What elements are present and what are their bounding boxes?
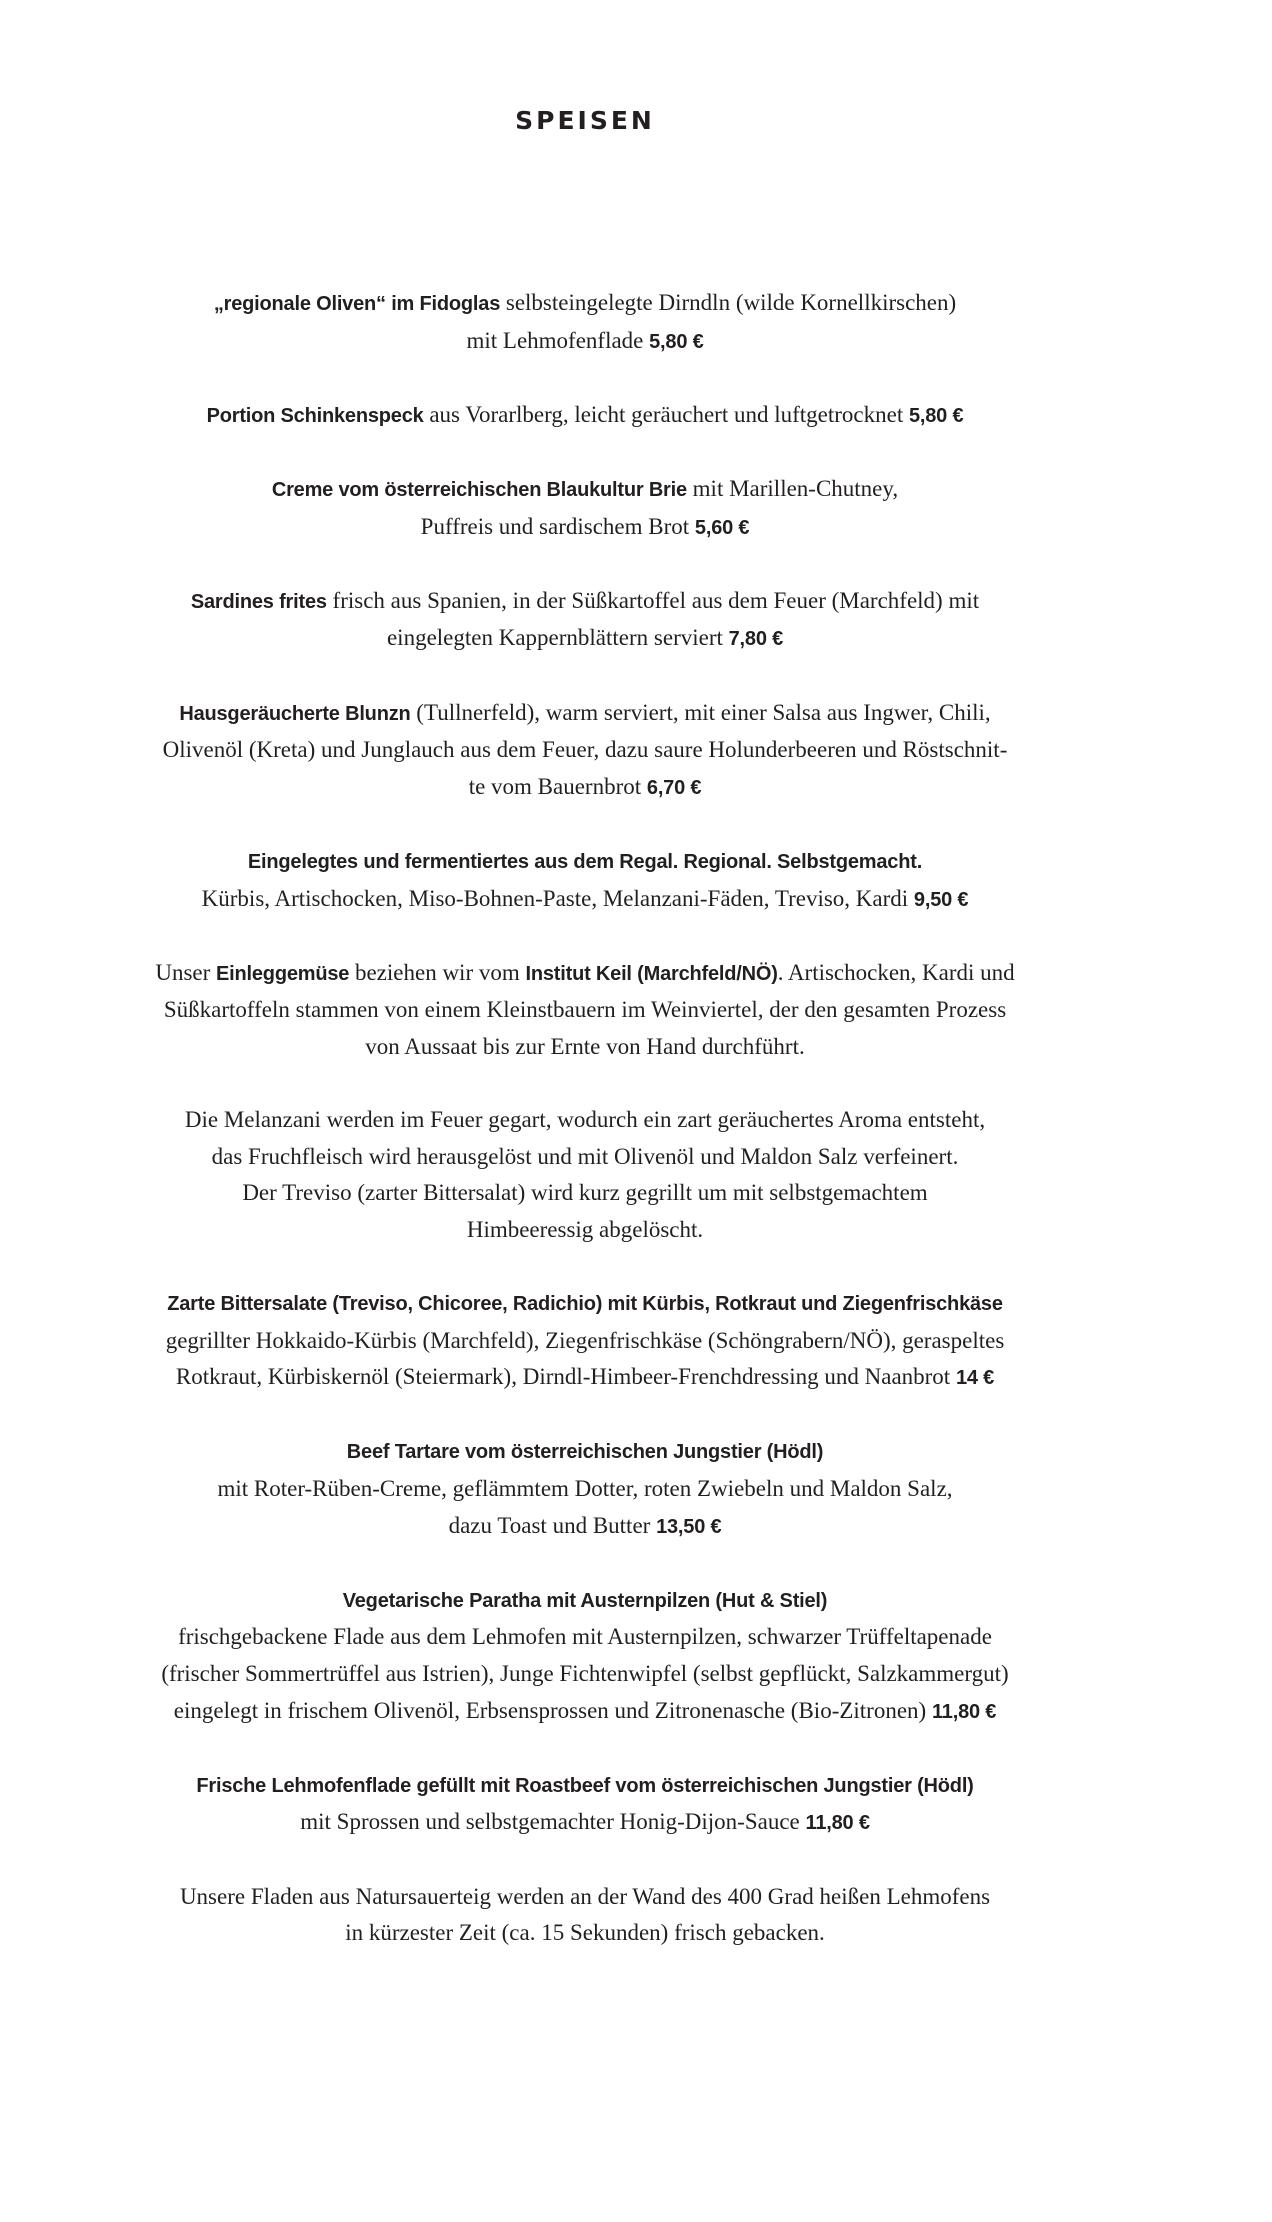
description-text: frisch aus Spanien, in der Süßkartoffel aus dem Feuer (Marchfeld) mit — [326, 587, 980, 613]
menu-item — [40, 583, 1130, 658]
menu-line — [40, 769, 1130, 807]
description-text: (Tullnerfeld), warm serviert, mit einer Salsa aus Ingwer, Chili, — [410, 699, 991, 725]
menu-line — [40, 397, 1130, 435]
menu-item — [40, 397, 1130, 435]
menu-line — [40, 1323, 1130, 1360]
dish-name: „regionale Oliven“ im Fidoglas — [213, 293, 501, 315]
menu-item — [40, 1582, 1130, 1730]
price: 5,60 € — [694, 516, 750, 539]
menu-line — [40, 471, 1130, 509]
menu-line — [40, 1619, 1130, 1656]
menu-line — [40, 1656, 1130, 1693]
description-text: Puffreis und sardischem Brot — [420, 513, 695, 539]
menu-item — [40, 1102, 1130, 1248]
menu-line — [40, 955, 1130, 993]
description-text: in kürzester Zeit (ca. 15 Sekunden) frisch gebacken. — [345, 1920, 825, 1946]
price: 14 € — [955, 1367, 995, 1390]
price: 7,80 € — [728, 628, 784, 651]
description-text: mit Marillen-Chutney, — [686, 475, 899, 501]
menu-item — [40, 1285, 1130, 1397]
menu-line — [40, 1175, 1130, 1212]
menu-line — [40, 1508, 1130, 1546]
price: 9,50 € — [913, 888, 969, 911]
menu-line — [40, 1433, 1130, 1471]
menu-items — [40, 285, 1130, 1988]
menu-line — [40, 881, 1130, 919]
menu-line — [40, 732, 1130, 769]
menu-line — [40, 1582, 1130, 1620]
description-text: Unsere Fladen aus Natursauerteig werden an der Wand des 400 Grad heißen Lehmofens — [179, 1883, 991, 1909]
description-text: von Aussaat bis zur Ernte von Hand durchführt. — [365, 1033, 805, 1059]
dish-name: Frische Lehmofenflade gefüllt mit Roastbeef vom österreichischen Jungstier (Hödl) — [196, 1774, 974, 1797]
menu-item — [40, 285, 1130, 360]
description-text: frischgebackene Flade aus dem Lehmofen mit Austernpilzen, schwarzer Trüffeltapenade — [178, 1624, 992, 1650]
dish-name: Creme vom österreichischen Blaukultur Brie — [271, 478, 687, 501]
description-text: Süßkartoffeln stammen von einem Kleinstbauern im Weinviertel, der den gesamten Prozess — [163, 997, 1007, 1023]
menu-line — [40, 1102, 1130, 1139]
menu-line — [40, 1879, 1130, 1916]
menu-line — [40, 323, 1130, 361]
description-text: beziehen wir vom — [349, 959, 526, 985]
price: 5,80 € — [908, 404, 964, 427]
menu-line — [40, 1029, 1130, 1066]
menu-line — [40, 1212, 1130, 1249]
description-text: mit Lehmofenflade — [466, 327, 650, 353]
dish-name: Institut Keil (Marchfeld/NÖ) — [525, 962, 778, 985]
description-text: mit Sprossen und selbstgemachter Honig-Dijon-Sauce — [300, 1809, 806, 1835]
description-text: Olivenöl (Kreta) und Junglauch aus dem Feuer, dazu saure Holunderbeeren und Röstschnit- — [162, 737, 1008, 763]
menu-line — [40, 583, 1130, 621]
description-text: Rotkraut, Kürbiskernöl (Steiermark), Dirndl-Himbeer-Frenchdressing und Naanbrot — [175, 1364, 956, 1390]
menu-line — [40, 1285, 1130, 1323]
menu-item — [40, 955, 1130, 1066]
dish-name: Hausgeräucherte Blunzn — [179, 702, 411, 725]
menu-line — [40, 509, 1130, 547]
menu-line — [40, 1139, 1130, 1176]
price: 11,80 € — [805, 1812, 870, 1835]
description-text: eingelegten Kappernblättern serviert — [386, 625, 729, 651]
description-text: Der Treviso (zarter Bittersalat) wird kurz gegrillt um mit selbstgemachtem — [242, 1180, 928, 1206]
description-text: selbsteingelegte Dirndln (wilde Kornellkirschen) — [500, 290, 957, 315]
price: 13,50 € — [656, 1515, 722, 1538]
menu-item — [40, 695, 1130, 807]
menu-item — [40, 1767, 1130, 1842]
page-title: SPEISEN — [515, 106, 655, 135]
menu-item — [40, 1433, 1130, 1545]
description-text: te vom Bauernbrot — [468, 773, 647, 799]
dish-name: Eingelegtes und fermentiertes aus dem Regal. Regional. Selbstgemacht. — [247, 850, 923, 873]
menu-line — [40, 695, 1130, 733]
menu-line — [40, 285, 1130, 323]
menu-line — [40, 620, 1130, 658]
menu-item — [40, 471, 1130, 546]
price: 6,70 € — [646, 776, 702, 799]
price: 11,80 € — [931, 1700, 997, 1723]
description-text: dazu Toast und Butter — [448, 1512, 657, 1538]
menu-item — [40, 1879, 1130, 1952]
dish-name: Beef Tartare vom österreichischen Jungstier (Hödl) — [346, 1441, 824, 1464]
menu-item — [40, 843, 1130, 918]
dish-name: Vegetarische Paratha mit Austernpilzen (Hut & Stiel) — [342, 1589, 828, 1612]
description-text: Kürbis, Artischocken, Miso-Bohnen-Paste, Melanzani-Fäden, Treviso, Kardi — [201, 885, 914, 911]
description-text: Die Melanzani werden im Feuer gegart, wodurch ein zart geräuchertes Aroma entsteht, — [184, 1107, 986, 1133]
menu-line — [40, 1693, 1130, 1731]
price: 5,80 € — [649, 330, 704, 353]
description-text: Himbeeressig abgelöscht. — [466, 1216, 704, 1242]
menu-line — [40, 1471, 1130, 1508]
dish-name: Zarte Bittersalate (Treviso, Chicoree, Radichio) mit Kürbis, Rotkraut und Ziegenfrischkäse — [167, 1293, 1003, 1316]
description-text: gegrillter Hokkaido-Kürbis (Marchfeld), Ziegenfrischkäse (Schöngrabern/NÖ), geraspeltes — [165, 1327, 1005, 1353]
description-text: eingelegt in frischem Olivenöl, Erbsensprossen und Zitronenasche (Bio-Zitronen) — [173, 1697, 932, 1723]
menu-line — [40, 1915, 1130, 1952]
description-text: das Fruchfleisch wird herausgelöst und mit Olivenöl und Maldon Salz verfeinert. — [211, 1143, 959, 1169]
menu-line — [40, 843, 1130, 881]
dish-name: Portion Schinkenspeck — [206, 404, 424, 427]
description-text: mit Roter-Rüben-Creme, geflämmtem Dotter, roten Zwiebeln und Maldon Salz, — [217, 1476, 953, 1501]
menu-line — [40, 992, 1130, 1029]
dish-name: Einleggemüse — [216, 962, 350, 985]
description-text: aus Vorarlberg, leicht geräuchert und luftgetrocknet — [423, 401, 909, 427]
dish-name: Sardines frites — [190, 590, 327, 613]
description-text: Unser — [155, 959, 217, 985]
menu-line — [40, 1767, 1130, 1805]
description-text: (frischer Sommertrüffel aus Istrien), Junge Fichtenwipfel (selbst gepflückt, Salzkammergut) — [161, 1660, 1009, 1686]
description-text: . Artischocken, Kardi und — [777, 959, 1015, 985]
menu-line — [40, 1804, 1130, 1842]
menu-line — [40, 1359, 1130, 1397]
